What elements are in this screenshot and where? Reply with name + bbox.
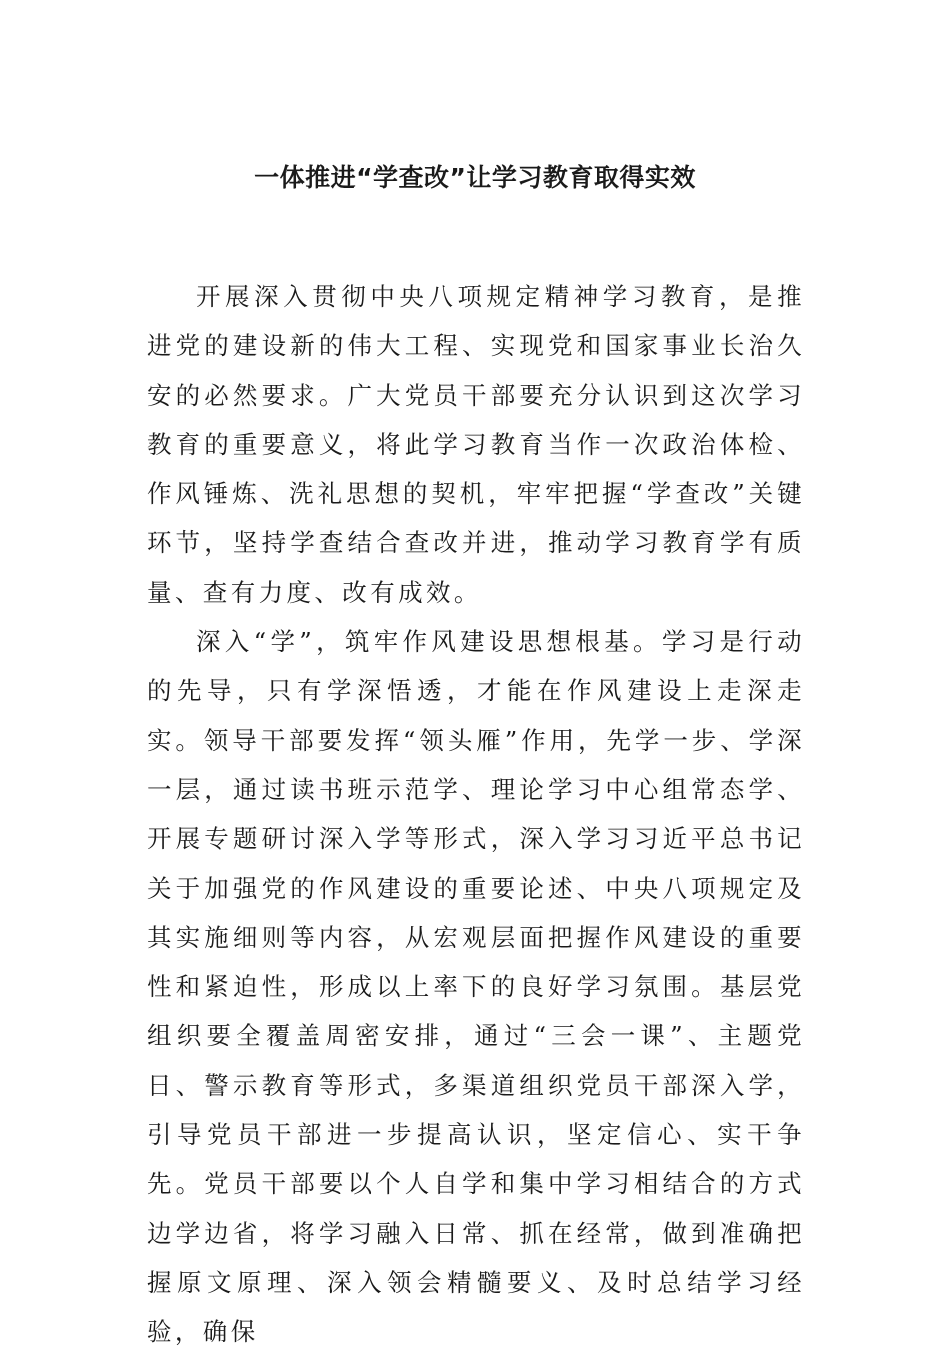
document-body	[147, 272, 805, 1357]
document-title: 一体推进“学查改”让学习教育取得实效	[254, 163, 696, 192]
paragraph-study: 深入“学”，筑牢作风建设思想根基。学习是行动的先导，只有学深悟透，才能在作风建设上走深走实。领导干部要发挥“领头雁”作用，先学一步、学深一层，通过读书班示范学、理论学习中心组常态学、开展专题研讨深入学等形式，深入学习习近平总书记关于加强党的作风建设的重要论述、中央八项规定及其实施细则等内容，从宏观层面把握作风建设的重要性和紧迫性，形成以上率下的良好学习氛围。基层党组织要全覆盖周密安排，通过“三会一课”、主题党日、警示教育等形式，多渠道组织党员干部深入学，引导党员干部进一步提高认识，坚定信心、实干争先。党员干部要以个人自学和集中学习相结合的方式边学边省，将学习融入日常、抓在经常，做到准确把握原文原理、深入领会精髓要义、及时总结学习经验，确保	[147, 627, 805, 1347]
paragraph-intro: 开展深入贯彻中央八项规定精神学习教育，是推进党的建设新的伟大工程、实现党和国家事业长治久安的必然要求。广大党员干部要充分认识到这次学习教育的重要意义，将此学习教育当作一次政治体检、作风锤炼、洗礼思想的契机，牢牢把握“学查改”关键环节，坚持学查结合查改并进，推动学习教育学有质量、查有力度、改有成效。	[147, 282, 805, 607]
